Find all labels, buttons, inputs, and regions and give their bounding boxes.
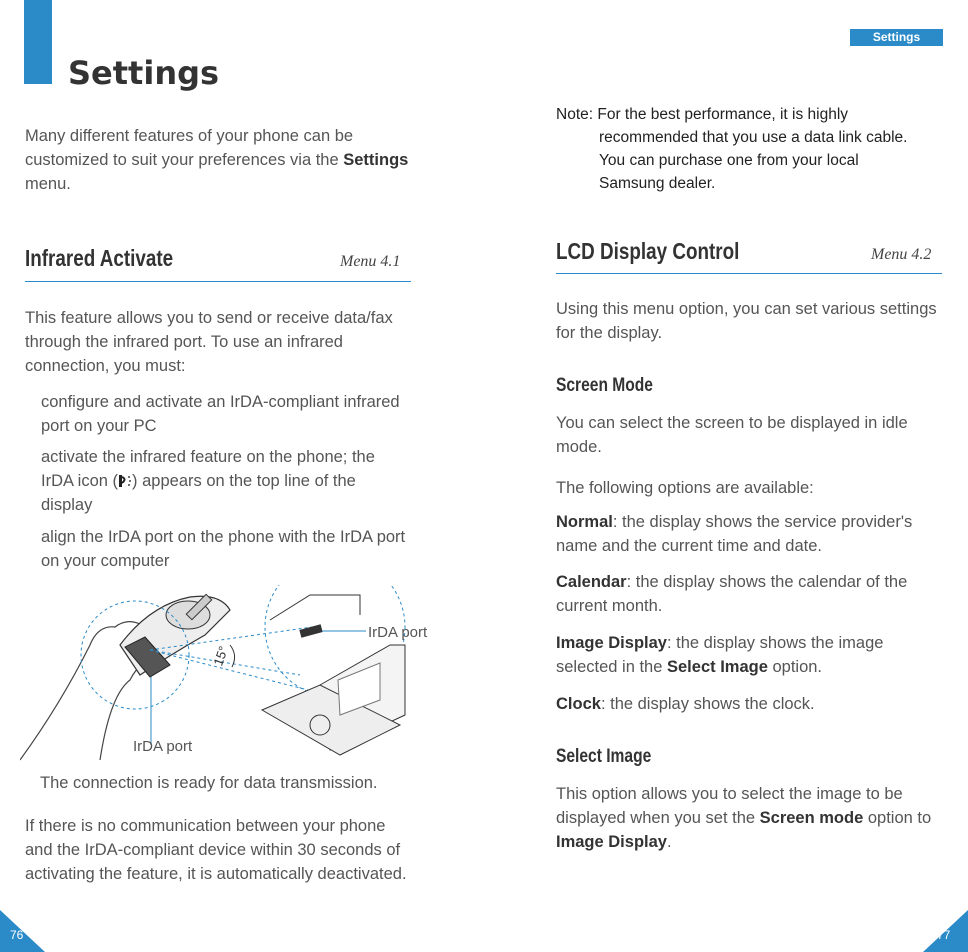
option-image-display: Image Display: the display shows the image selected in the Select Image option. [556,634,884,676]
option-clock: Clock: the display shows the clock. [556,695,815,713]
option-normal: Normal: the display shows the service provider's name and the current time and date. [556,513,913,555]
section-rule [25,281,411,282]
angle-label: 15° [210,644,232,668]
bullet-3: align the IrDA port on the phone with the IrDA port on your computer [41,528,406,570]
note-block: Note: For the best performance, it is highly recommended that you use a data link cable. You can purchase one from your local Samsung dealer. [556,106,908,192]
irda-port-label-bottom: IrDA port [133,738,193,755]
bullet-1: configure and activate an IrDA-compliant infrared port on your PC [41,393,400,435]
bullet-2: activate the infrared feature on the phone; the IrDA icon ( ) appears on the top line of the display [41,448,375,514]
lcd-intro: Using this menu option, you can set various settings for the display. [556,300,937,342]
irda-icon [118,472,132,488]
option-calendar: Calendar: the display shows the calendar of the current month. [556,573,908,615]
intro-paragraph: Many different features of your phone can be customized to suit your preferences via the Settings menu. [25,127,409,193]
laptop-illustration [262,595,405,755]
select-image-heading: Select Image [556,746,652,767]
screen-mode-heading: Screen Mode [556,375,653,396]
page-title: Settings [68,54,220,92]
page-number-right: 77 [937,928,951,942]
page-number-left: 76 [10,928,24,942]
title-accent-bar [24,0,52,84]
menu-number-right: Menu 4.2 [871,246,932,263]
infrared-description: This feature allows you to send or receive data/fax through the infrared port. To use an infrared connection, you must: [25,309,393,375]
auto-deactivate-paragraph: If there is no communication between your phone and the IrDA-compliant device within 30 seconds of activating the feature, it is automatically deactivated. [25,817,407,883]
irda-port-label-right: IrDA port [368,624,428,641]
section-heading-lcd: LCD Display Control [556,238,740,264]
section-rule-right [556,273,942,274]
select-image-text: This option allows you to select the image to be displayed when you set the Screen mode option to Image Display. [556,785,932,851]
screen-mode-text: You can select the screen to be displayed in idle mode. [556,414,908,456]
menu-number: Menu 4.1 [340,253,401,270]
infrared-figure [20,585,440,765]
section-tag: Settings [850,29,943,46]
options-intro: The following options are available: [556,479,814,497]
connection-ready: The connection is ready for data transmission. [40,774,378,792]
section-heading-infrared: Infrared Activate [25,245,174,271]
